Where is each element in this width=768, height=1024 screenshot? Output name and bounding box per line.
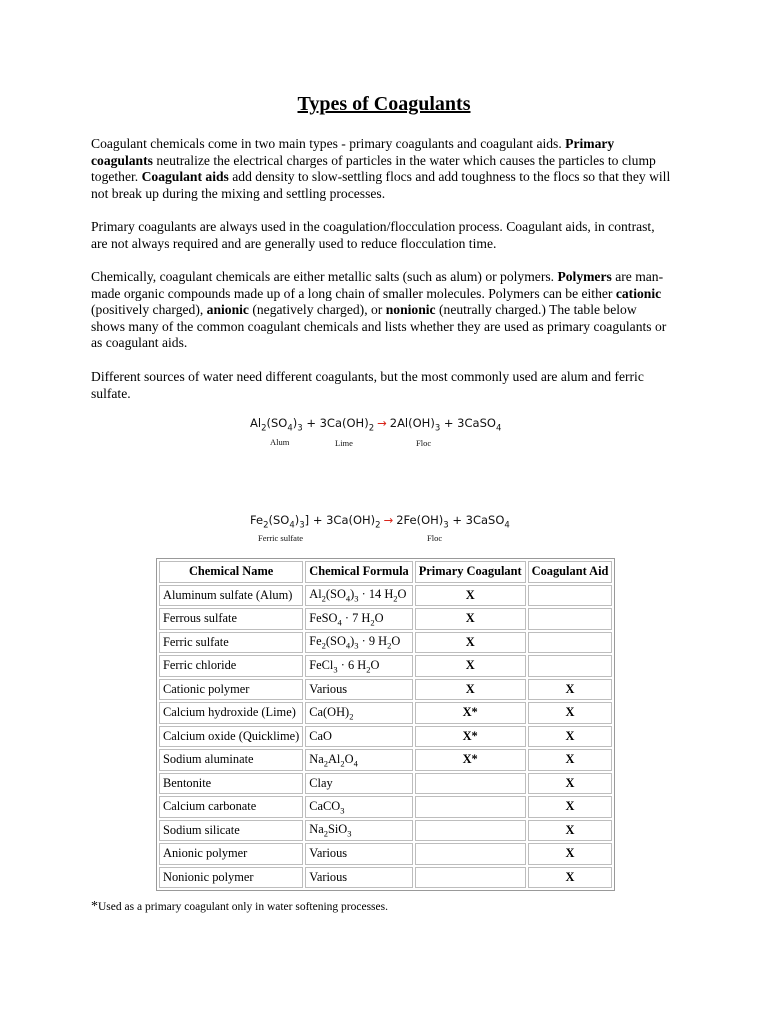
table-row (159, 843, 612, 865)
alum-equation (250, 416, 502, 448)
chemical-formula-cell: Various (305, 867, 412, 889)
chemical-name-cell: Aluminum sulfate (Alum) (159, 585, 303, 607)
header-chemical-name: Chemical Name (159, 561, 303, 583)
primary-coagulant-cell: X (415, 679, 526, 701)
chemical-name-cell: Calcium hydroxide (Lime) (159, 702, 303, 724)
table-row (159, 796, 612, 818)
reaction-arrow-icon: → (377, 416, 387, 430)
primary-coagulant-cell (415, 796, 526, 818)
primary-coagulant-cell: X* (415, 749, 526, 771)
coagulant-table (156, 558, 615, 891)
floc-label: Floc (427, 533, 443, 543)
footnote-asterisk: * (91, 899, 98, 914)
primary-coagulant-cell (415, 843, 526, 865)
page-title: Types of Coagulants (297, 93, 471, 115)
chemical-name-cell: Nonionic polymer (159, 867, 303, 889)
chemical-name-cell: Calcium carbonate (159, 796, 303, 818)
table-row (159, 608, 612, 630)
coagulant-aid-cell: X (528, 702, 613, 724)
chemical-name-cell: Cationic polymer (159, 679, 303, 701)
table-row (159, 585, 612, 607)
coagulant-aid-cell: X (528, 679, 613, 701)
usage-paragraph: Primary coagulants are always used in the coagulation/flocculation process. Coagulant aids, in contrast, are not always required and are generally used to reduce flocculation time. (91, 219, 655, 251)
chemical-name-cell: Ferric sulfate (159, 632, 303, 654)
chemical-name-cell: Sodium aluminate (159, 749, 303, 771)
primary-coagulant-cell: X* (415, 702, 526, 724)
term-primary-coagulants: Primary coagulants (91, 136, 615, 168)
chemical-formula-cell: CaO (305, 726, 412, 748)
ferric-sulfate-label: Ferric sulfate (258, 533, 304, 543)
coagulant-aid-cell: X (528, 843, 613, 865)
alum-label: Alum (270, 437, 290, 447)
term-cationic: cationic (615, 285, 662, 301)
header-chemical-formula: Chemical Formula (305, 561, 412, 583)
chemical-formula-cell: FeSO$_4$ · 7 $H_2O$ (305, 608, 412, 630)
floc-label: Floc (416, 438, 432, 448)
ferric-equation-line: $Fe_2(SO_4)_3] + 3Ca(OH)_2 \to 2Fe(OH)_3$ + 3CaSO$_4$ (250, 513, 510, 531)
primary-coagulant-cell (415, 867, 526, 889)
primary-coagulant-cell: X (415, 655, 526, 677)
table-row (159, 820, 612, 842)
lime-label: Lime (335, 438, 353, 448)
table-row (159, 867, 612, 889)
coagulant-aid-cell: X (528, 820, 613, 842)
chemistry-paragraph: Chemically, coagulant chemicals are either metallic salts (such as alum) or polymers. Polymers are man-made organic compounds made up of a long chain of smaller molecules. Polymers can be either cationic (positively charged), anionic (negatively charged), or nonionic (neutrally charged.) The table below shows many of the common coagulant chemicals and lists whether they are used as primary coagulants or as coagulant aids. (91, 269, 667, 350)
chemical-name-cell: Ferrous sulfate (159, 608, 303, 630)
primary-coagulant-cell (415, 820, 526, 842)
table-row (159, 773, 612, 795)
coagulant-aid-cell (528, 655, 613, 677)
footnote (91, 899, 388, 915)
table-row (159, 655, 612, 677)
chemical-formula-cell: $Ca(OH)_2$ (305, 702, 412, 724)
chemical-name-cell: Bentonite (159, 773, 303, 795)
primary-coagulant-cell (415, 773, 526, 795)
alum-equation-line: $Al_2(SO_4)_3 + 3Ca(OH)_2 \to 2Al(OH)_3$ + 3CaSO$_4$ (250, 416, 502, 434)
intro-paragraph: Coagulant chemicals come in two main types - primary coagulants and coagulant aids. Primary coagulants neutralize the electrical charges of particles in the water which causes the particles to clump together. Coagulant aids add density to slow-settling flocs and add toughness to the flocs so that they will not break up during the mixing and settling processes. (91, 136, 671, 201)
chemical-formula-cell: FeCl$_3$ · 6 $H_2O$ (305, 655, 412, 677)
header-coagulant-aid: Coagulant Aid (528, 561, 613, 583)
table-row (159, 726, 612, 748)
chemical-formula-cell: Various (305, 843, 412, 865)
table-header-row (159, 561, 612, 583)
chemical-name-cell: Anionic polymer (159, 843, 303, 865)
chemical-formula-cell: Various (305, 679, 412, 701)
chemical-formula-cell: $Al_2(SO_4)_3 \cdot 14$ $H_2O$ (305, 585, 412, 607)
primary-coagulant-cell: X* (415, 726, 526, 748)
table-row (159, 702, 612, 724)
chemical-formula-cell: CaCO$_3$ (305, 796, 412, 818)
chemical-formula-cell: Clay (305, 773, 412, 795)
chemical-name-cell: Sodium silicate (159, 820, 303, 842)
sources-paragraph: Different sources of water need different coagulants, but the most commonly used are alum and ferric sulfate. (91, 369, 644, 401)
coagulant-aid-cell: X (528, 796, 613, 818)
primary-coagulant-cell: X (415, 585, 526, 607)
term-coagulant-aids: Coagulant aids (141, 169, 229, 184)
primary-coagulant-cell: X (415, 632, 526, 654)
table-row (159, 632, 612, 654)
coagulant-aid-cell: X (528, 773, 613, 795)
footnote-text: Used as a primary coagulant only in water softening processes. (98, 901, 388, 913)
coagulant-aid-cell: X (528, 749, 613, 771)
term-polymers: Polymers (557, 269, 612, 284)
primary-coagulant-cell: X (415, 608, 526, 630)
chemical-formula-cell: $Na_2Al_2O_4$ (305, 749, 412, 771)
reaction-arrow-icon: → (383, 513, 394, 527)
coagulant-aid-cell (528, 585, 613, 607)
chemical-formula-cell: $Na_2SiO_3$ (305, 820, 412, 842)
coagulant-aid-cell: X (528, 726, 613, 748)
coagulant-aid-cell: X (528, 867, 613, 889)
term-nonionic: nonionic (385, 302, 436, 317)
table-row (159, 749, 612, 771)
chemical-name-cell: Ferric chloride (159, 655, 303, 677)
chemical-name-cell: Calcium oxide (Quicklime) (159, 726, 303, 748)
header-primary-coagulant: Primary Coagulant (415, 561, 526, 583)
table-row (159, 679, 612, 701)
chemical-formula-cell: $Fe_2(SO_4)_3 \cdot 9$ $H_2O$ (305, 632, 412, 654)
ferric-equation (250, 513, 510, 543)
coagulant-aid-cell (528, 608, 613, 630)
term-anionic: anionic (206, 302, 249, 317)
coagulant-aid-cell (528, 632, 613, 654)
